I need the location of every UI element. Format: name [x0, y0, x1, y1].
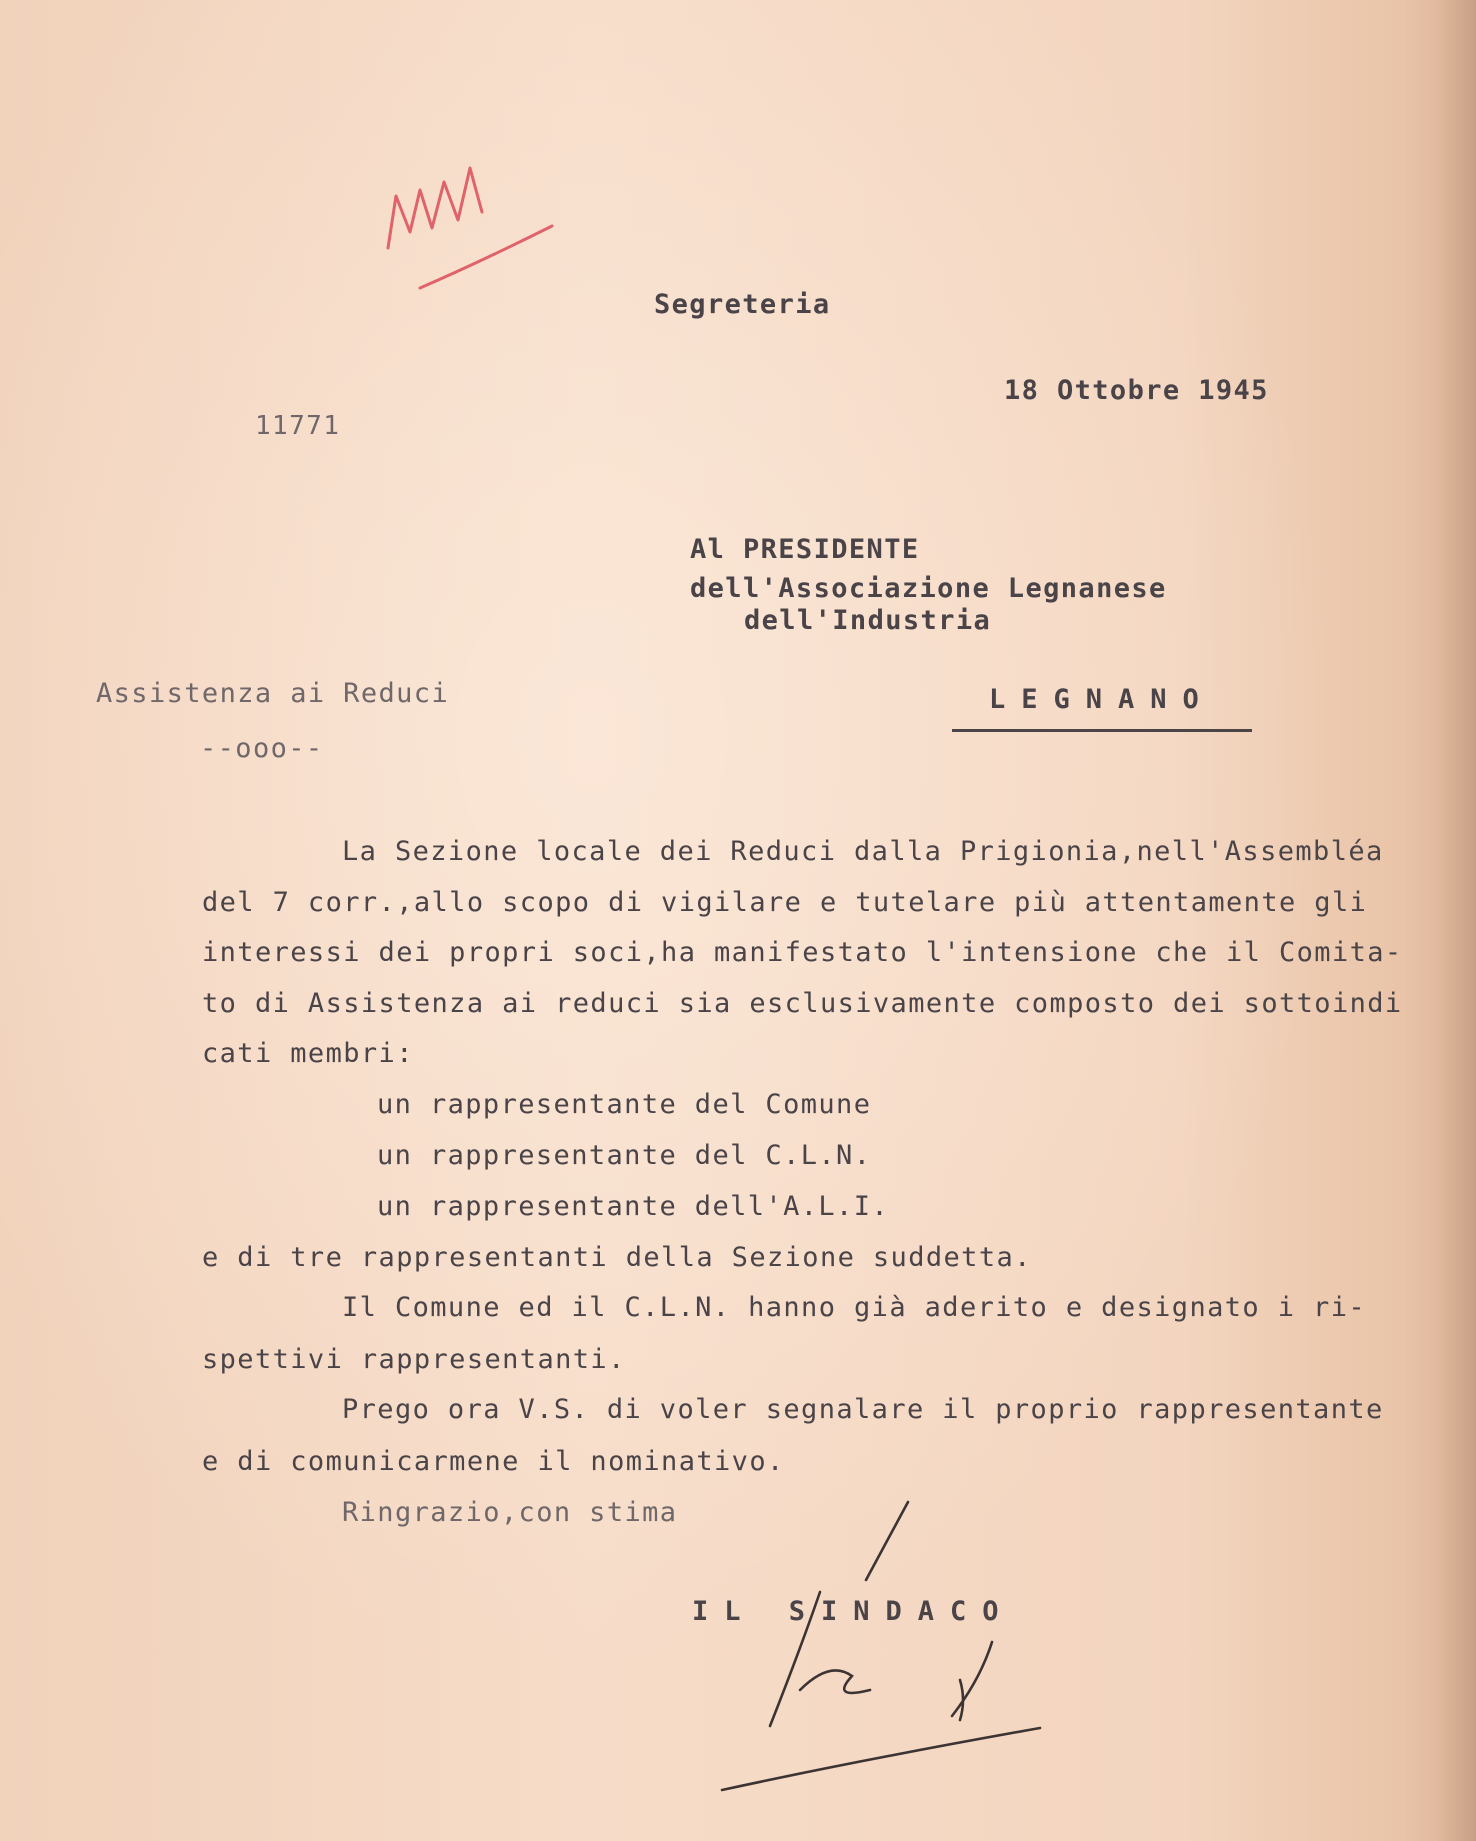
body-line: La Sezione locale dei Reduci dalla Prigionia,nell'Assembléa — [342, 836, 1384, 867]
signatory-title: IL SINDACO — [692, 1596, 1015, 1627]
subject-separator: --ooo-- — [200, 733, 324, 764]
body-line: to di Assistenza ai reduci sia esclusivamente composto dei sottoindi — [202, 988, 1403, 1019]
member-item: un rappresentante dell'A.L.I. — [377, 1191, 890, 1222]
body-line: Il Comune ed il C.L.N. hanno già aderito e designato i ri- — [342, 1292, 1367, 1323]
body-line: e di tre rappresentanti della Sezione suddetta. — [202, 1242, 1032, 1273]
recipient-city: LEGNANO — [989, 684, 1215, 715]
member-item: un rappresentante del C.L.N. — [377, 1140, 872, 1171]
closing-line: Ringrazio,con stima — [342, 1497, 678, 1528]
red-pencil-initials — [388, 168, 552, 288]
member-item: un rappresentante del Comune — [377, 1089, 872, 1120]
recipient-line-3: dell'Industria — [744, 605, 992, 636]
body-line: Prego ora V.S. di voler segnalare il proprio rappresentante — [342, 1394, 1384, 1425]
body-line: interessi dei propri soci,ha manifestato l'intensione che il Comita- — [202, 937, 1403, 968]
subject-label: Assistenza ai Reduci — [96, 678, 450, 709]
body-line: spettivi rappresentanti. — [202, 1344, 626, 1375]
recipient-line-2: dell'Associazione Legnanese — [690, 573, 1167, 604]
body-line: e di comunicarmene il nominativo. — [202, 1446, 785, 1477]
office-heading: Segreteria — [654, 289, 831, 320]
recipient-line-1: Al PRESIDENTE — [690, 534, 920, 565]
letter-date: 18 Ottobre 1945 — [1004, 375, 1269, 406]
city-underline — [952, 729, 1252, 732]
body-line: del 7 corr.,allo scopo di vigilare e tutelare più attentamente gli — [202, 887, 1368, 918]
protocol-number: 11771 — [255, 411, 341, 441]
signature-strokes — [722, 1502, 1040, 1790]
body-line: cati membri: — [202, 1038, 414, 1069]
